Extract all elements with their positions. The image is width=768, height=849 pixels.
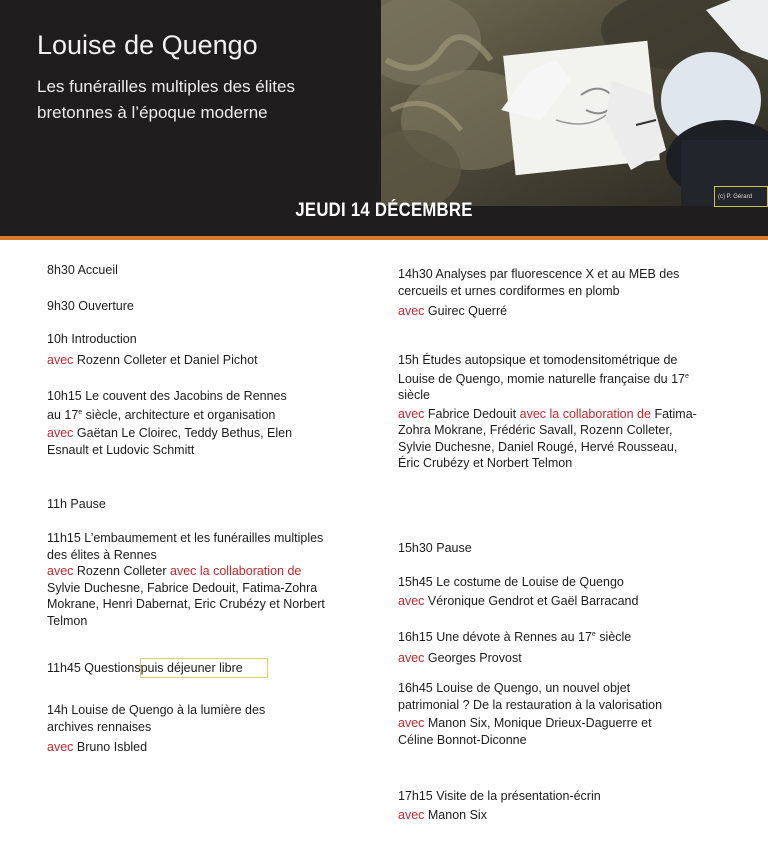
highlighted-text: puis déjeuner libre: [141, 659, 267, 677]
item-speakers: [398, 406, 698, 472]
item-speakers: [47, 563, 329, 629]
speaker-names: Manon Six: [427, 807, 487, 822]
program-item-visite: [398, 788, 708, 823]
title-part: siècle: [599, 630, 632, 645]
speaker-names: Guirec Querré: [427, 304, 508, 318]
accent-divider: [0, 236, 768, 240]
header-photo: [381, 0, 768, 206]
photo-credit: (c) P. Gérard: [714, 186, 768, 207]
event-subtitle: Les funérailles multiples des élites bretonnes à l’époque moderne: [37, 77, 295, 122]
program-item-etudes: [398, 352, 698, 472]
avec-label: avec: [398, 716, 425, 730]
collaboration-label: avec la collaboration de: [519, 406, 651, 421]
speaker-names: Rozenn Colleter: [76, 564, 167, 578]
researcher-drawing-image: [381, 0, 768, 206]
speaker-names: Rozenn Colleter et Daniel Pichot: [76, 352, 258, 367]
title-part: siècle, architecture et organisation: [85, 407, 276, 422]
item-title: 14h Louise de Quengo à la lumière des archives rennaises: [47, 703, 266, 734]
header-banner: [0, 0, 768, 236]
speaker-names: Georges Provost: [427, 650, 522, 665]
item-title: 10h Introduction: [47, 332, 137, 346]
superscript: e: [78, 408, 83, 416]
speaker-names: Véronique Gendrot et Gaël Barracand: [427, 593, 639, 608]
program-item-costume: [398, 574, 708, 609]
item-title: 17h15 Visite de la présentation-écrin: [398, 789, 601, 803]
title-part: 16h15 Une dévote à Rennes au 17: [398, 630, 592, 645]
program-item-couvent: [47, 388, 302, 458]
program-item-ouverture: 9h30 Ouverture: [47, 299, 134, 313]
event-date: JEUDI 14 DÉCEMBRE: [295, 200, 473, 221]
avec-label: avec: [398, 304, 425, 318]
avec-label: avec: [398, 593, 425, 608]
program-item-fluorescence: [398, 266, 683, 320]
title-part: 15h Études autopsique et tomodensitométrique de Louise de Quengo, momie naturelle française du 17: [398, 353, 685, 386]
item-speakers: [398, 807, 708, 824]
item-speakers: [398, 650, 708, 667]
program-item-embaumement: [47, 530, 329, 629]
item-title: [47, 388, 302, 423]
speaker-names: Gaëtan Le Cloirec, Teddy Bethus, Elen Esnault et Ludovic Schmitt: [47, 426, 293, 457]
item-speakers: [47, 739, 312, 756]
item-speakers: [398, 303, 683, 320]
program-item-pause: 11h Pause: [47, 497, 106, 511]
avec-label: avec: [398, 406, 425, 421]
item-speakers: [398, 715, 688, 748]
item-speakers: [47, 352, 342, 369]
item-title: [398, 627, 708, 646]
avec-label: avec: [398, 650, 425, 665]
collaboration-label: avec la collaboration de: [170, 564, 302, 578]
event-title: Louise de Quengo: [37, 30, 258, 60]
superscript: e: [591, 631, 596, 638]
avec-label: avec: [398, 807, 425, 822]
item-title: 14h30 Analyses par fluorescence X et au MEB des cercueils et urnes cordiformes en plomb: [398, 267, 680, 298]
program-item-pause-afternoon: 15h30 Pause: [398, 541, 472, 555]
item-speakers: [47, 425, 302, 458]
speaker-names: Bruno Isbled: [76, 740, 148, 754]
item-title: 15h45 Le costume de Louise de Quengo: [398, 575, 624, 589]
program-item-accueil: 8h30 Accueil: [47, 263, 118, 277]
item-title: 11h45 Questions: [47, 661, 141, 675]
program-item-introduction: [47, 331, 342, 368]
speaker-names: Fatima-Zohra Mokrane, Frédéric Savall, Rozenn Colleter, Sylvie Duchesne, Daniel Rougé, Hervé Rousseau, Éric Crubézy et Norbert Telmon: [398, 406, 697, 471]
avec-label: avec: [47, 352, 74, 367]
item-title: 11h15 L’embaumement et les funérailles multiples des élites à Rennes: [47, 531, 324, 562]
speaker-names: Sylvie Duchesne, Fabrice Dedouit, Fatima-Zohra Mokrane, Henri Dabernat, Eric Crubézy et Norbert Telmon: [47, 580, 325, 628]
speaker-names: Fabrice Dedouit: [427, 406, 517, 421]
program-item-devote: [398, 627, 708, 666]
avec-label: avec: [47, 564, 74, 578]
program-item-archives: [47, 702, 312, 756]
title-part: siècle: [398, 388, 430, 403]
item-speakers: [398, 593, 708, 610]
program-item-questions: [47, 660, 342, 677]
program-item-objet: [398, 680, 688, 748]
item-title: [398, 352, 698, 404]
avec-label: avec: [47, 426, 74, 441]
title-part: 10h15 Le couvent des Jacobins de Rennes au 17: [47, 389, 287, 422]
superscript: e: [685, 372, 689, 380]
item-title: 16h45 Louise de Quengo, un nouvel objet patrimonial ? De la restauration à la valorisation: [398, 681, 663, 712]
speaker-names: Manon Six, Monique Drieux-Daguerre et Céline Bonnot-Diconne: [398, 716, 652, 747]
avec-label: avec: [47, 740, 74, 754]
